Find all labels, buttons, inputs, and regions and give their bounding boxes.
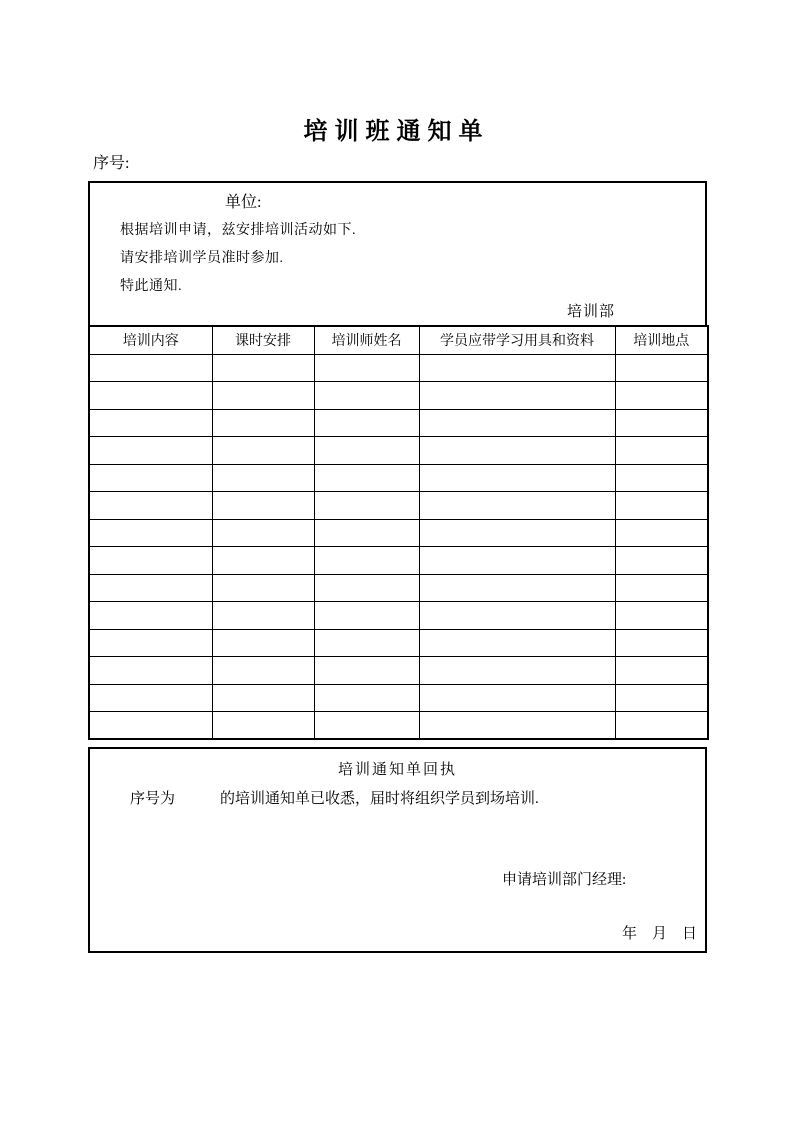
table-cell	[615, 602, 708, 630]
table-cell	[89, 684, 212, 712]
table-cell	[615, 409, 708, 437]
table-cell	[615, 492, 708, 520]
table-cell	[419, 712, 615, 740]
table-cell	[314, 547, 419, 575]
table-cell	[419, 547, 615, 575]
table-cell	[314, 712, 419, 740]
date-line: 年 月 日	[621, 926, 697, 942]
table-cell	[89, 409, 212, 437]
notice-box	[88, 181, 707, 325]
table-header-row	[89, 326, 708, 354]
table-cell	[419, 409, 615, 437]
table-row	[89, 354, 708, 382]
table-cell	[314, 519, 419, 547]
table-cell	[615, 354, 708, 382]
table-cell	[89, 382, 212, 410]
table-cell	[615, 629, 708, 657]
table-cell	[419, 574, 615, 602]
column-header-trainer-name: 培训师姓名	[314, 326, 419, 354]
notice-line-2: 请安排培训学员准时参加.	[120, 251, 284, 266]
table-row	[89, 409, 708, 437]
receipt-ack-line	[130, 789, 539, 809]
page-title: 培训班通知单	[303, 119, 490, 145]
table-cell	[212, 602, 314, 630]
table-cell	[419, 519, 615, 547]
training-schedule-table	[88, 325, 709, 740]
table-cell	[314, 574, 419, 602]
table-cell	[314, 492, 419, 520]
table-row	[89, 712, 708, 740]
table-cell	[212, 629, 314, 657]
notice-line-3: 特此通知.	[120, 279, 182, 294]
receipt-serial-blank	[175, 802, 220, 803]
table-cell	[89, 547, 212, 575]
table-row	[89, 464, 708, 492]
table-cell	[419, 492, 615, 520]
table-row	[89, 657, 708, 685]
table-cell	[89, 519, 212, 547]
column-header-class-hours: 课时安排	[212, 326, 314, 354]
table-cell	[615, 382, 708, 410]
table-cell	[615, 437, 708, 465]
notice-line-1: 根据培训申请，兹安排培训活动如下.	[120, 223, 356, 238]
training-dept-signature: 培训部	[567, 304, 616, 320]
table-cell	[212, 409, 314, 437]
table-row	[89, 492, 708, 520]
table-row	[89, 684, 708, 712]
column-header-materials: 学员应带学习用具和资料	[419, 326, 615, 354]
table-cell	[419, 684, 615, 712]
table-row	[89, 629, 708, 657]
column-header-training-content: 培训内容	[89, 326, 212, 354]
table-cell	[212, 657, 314, 685]
manager-signature-label: 申请培训部门经理:	[502, 872, 627, 888]
serial-number-label: 序号:	[93, 155, 130, 172]
table-cell	[212, 464, 314, 492]
table-cell	[89, 657, 212, 685]
table-row	[89, 574, 708, 602]
table-cell	[89, 574, 212, 602]
table-cell	[314, 382, 419, 410]
schedule-table-body	[89, 354, 708, 739]
table-row	[89, 382, 708, 410]
table-cell	[212, 354, 314, 382]
table-cell	[419, 629, 615, 657]
table-cell	[314, 657, 419, 685]
table-cell	[212, 437, 314, 465]
table-cell	[212, 547, 314, 575]
table-cell	[314, 437, 419, 465]
receipt-title: 培训通知单回执	[337, 762, 457, 778]
table-cell	[419, 602, 615, 630]
table-cell	[89, 354, 212, 382]
table-cell	[419, 657, 615, 685]
unit-label: 单位:	[225, 194, 262, 211]
receipt-ack-suffix: 的培训通知单已收悉，届时将组织学员到场培训.	[220, 791, 539, 807]
table-cell	[314, 409, 419, 437]
table-cell	[212, 574, 314, 602]
table-cell	[615, 519, 708, 547]
table-cell	[615, 464, 708, 492]
table-row	[89, 547, 708, 575]
table-cell	[419, 464, 615, 492]
receipt-ack-prefix: 序号为	[130, 791, 176, 807]
table-row	[89, 602, 708, 630]
table-cell	[419, 382, 615, 410]
table-cell	[212, 684, 314, 712]
table-cell	[314, 602, 419, 630]
column-header-location: 培训地点	[615, 326, 708, 354]
table-cell	[314, 354, 419, 382]
table-cell	[314, 629, 419, 657]
table-cell	[419, 354, 615, 382]
table-cell	[615, 657, 708, 685]
table-cell	[314, 464, 419, 492]
table-cell	[615, 547, 708, 575]
table-cell	[212, 519, 314, 547]
table-cell	[615, 574, 708, 602]
table-cell	[89, 464, 212, 492]
receipt-box	[88, 747, 707, 953]
table-cell	[212, 492, 314, 520]
table-cell	[212, 712, 314, 740]
table-cell	[615, 712, 708, 740]
table-row	[89, 519, 708, 547]
table-cell	[89, 602, 212, 630]
table-cell	[89, 712, 212, 740]
table-cell	[89, 492, 212, 520]
table-cell	[89, 437, 212, 465]
table-cell	[615, 684, 708, 712]
table-cell	[419, 437, 615, 465]
table-cell	[212, 382, 314, 410]
table-cell	[89, 629, 212, 657]
table-cell	[314, 684, 419, 712]
table-row	[89, 437, 708, 465]
